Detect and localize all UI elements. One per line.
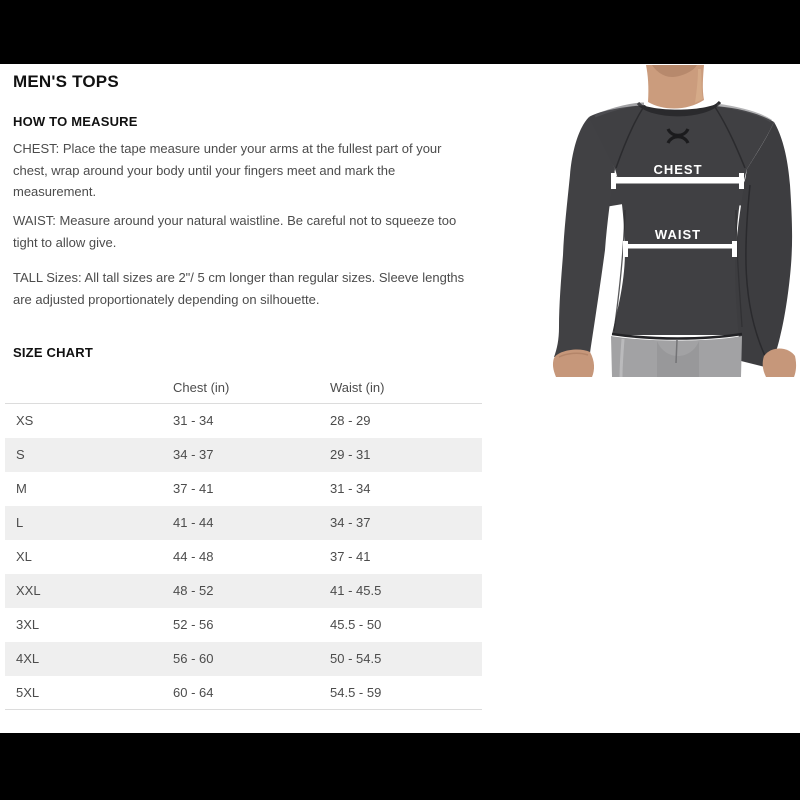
chest-cell: 37 - 41 [173,481,214,496]
size-chart-table [5,372,482,710]
table-row [5,404,482,438]
model-shorts [611,336,742,377]
size-cell: 4XL [16,651,40,666]
table-row [5,540,482,574]
waist-cell: 37 - 41 [330,549,371,564]
waist-instruction: WAIST: Measure around your natural waistline. Be careful not to squeeze too tight to allow give. [13,213,457,250]
size-cell: M [16,481,27,496]
waist-cell: 29 - 31 [330,447,371,462]
table-row [5,472,482,506]
size-cell: XL [16,549,32,564]
chest-cell: 41 - 44 [173,515,214,530]
page-content [0,64,800,733]
chest-cell: 31 - 34 [173,413,214,429]
tall-instruction: TALL Sizes: All tall sizes are 2"/ 5 cm longer than regular sizes. Sleeve lengths are adjusted proportionately depending on silhouette. [13,270,465,307]
size-cell: XXL [16,583,41,598]
chest-cell: 44 - 48 [173,549,214,564]
size-cell: L [16,515,24,530]
how-to-measure-heading: HOW TO MEASURE [13,114,138,129]
measurement-model-image [545,65,800,377]
size-chart-heading: SIZE CHART [13,345,93,360]
chest-cell: 48 - 52 [173,583,214,598]
table-row [5,642,482,676]
column-header-waist: Waist (in) [330,380,385,395]
table-row [5,676,482,710]
waist-cell: 45.5 - 50 [330,617,382,632]
waist-measure-label: WAIST [654,227,702,242]
chest-cell: 34 - 37 [173,447,214,462]
chest-cell: 56 - 60 [173,651,214,666]
table-row [5,574,482,608]
chest-cell: 60 - 64 [173,684,214,700]
chest-measure-label: CHEST [653,162,703,177]
size-chart-header-row [5,372,482,404]
size-cell: S [16,447,25,462]
size-cell: 3XL [16,617,40,632]
chest-instruction: CHEST: Place the tape measure under your arms at the fullest part of your chest, wrap around your body until your fingers meet and mark the measurement. [13,141,442,199]
table-row [5,506,482,540]
model-neck [646,65,704,109]
table-row [5,608,482,642]
chest-cell: 52 - 56 [173,617,214,632]
page-title: MEN'S TOPS [13,72,119,91]
waist-cell: 31 - 34 [330,481,371,496]
table-row [5,438,482,472]
waist-cell: 28 - 29 [330,413,371,429]
waist-cell: 41 - 45.5 [330,583,382,598]
size-cell: 5XL [16,684,40,700]
size-cell: XS [16,413,34,429]
waist-cell: 54.5 - 59 [330,684,382,700]
waist-cell: 34 - 37 [330,515,371,530]
column-header-chest: Chest (in) [173,380,230,395]
waist-cell: 50 - 54.5 [330,651,382,666]
model-figure-svg [545,65,800,377]
column-header-size [5,372,173,404]
